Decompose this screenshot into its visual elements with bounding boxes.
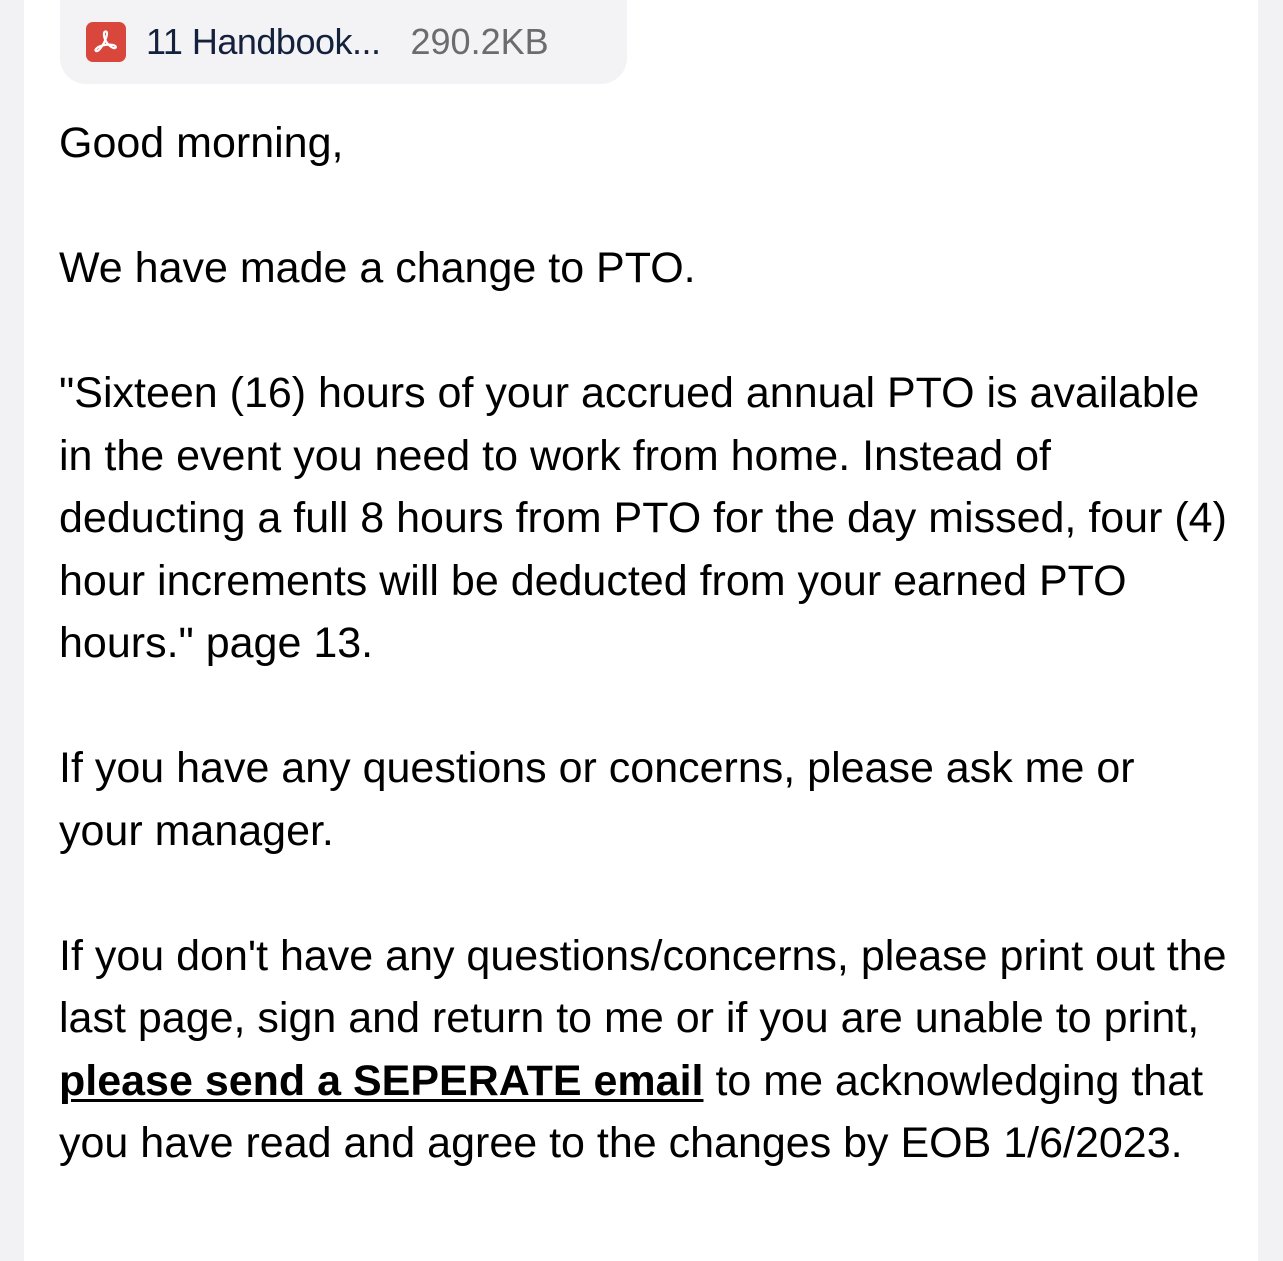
- email-body: [59, 112, 1229, 1175]
- instructions-text-before: If you don't have any questions/concerns, please print out the last page, sign and return to me or if you are unable to print,: [59, 931, 1227, 1042]
- greeting: Good morning,: [59, 119, 344, 167]
- separate-email-emphasis: please send a SEPERATE email: [59, 1056, 704, 1105]
- pdf-file-icon: [86, 22, 126, 62]
- email-view: [24, 0, 1258, 1261]
- attachment-chip[interactable]: [60, 0, 627, 84]
- questions-paragraph: If you have any questions or concerns, please ask me or your manager.: [59, 744, 1135, 855]
- attachment-filename: 11 Handbook...: [146, 21, 381, 62]
- announcement: We have made a change to PTO.: [59, 244, 696, 292]
- policy-quote: "Sixteen (16) hours of your accrued annual PTO is available in the event you need to work from home. Instead of deducting a full 8 hours from PTO for the day missed, four (4) hour increments will be deducted from your earned PTO hours." page 13.: [59, 369, 1227, 667]
- attachment-filesize: 290.2KB: [410, 21, 549, 62]
- instructions-paragraph: [59, 925, 1229, 1175]
- instructions-text-after: to me acknowledging that you have read and agree to the changes by EOB 1/6/2023.: [59, 1056, 1204, 1167]
